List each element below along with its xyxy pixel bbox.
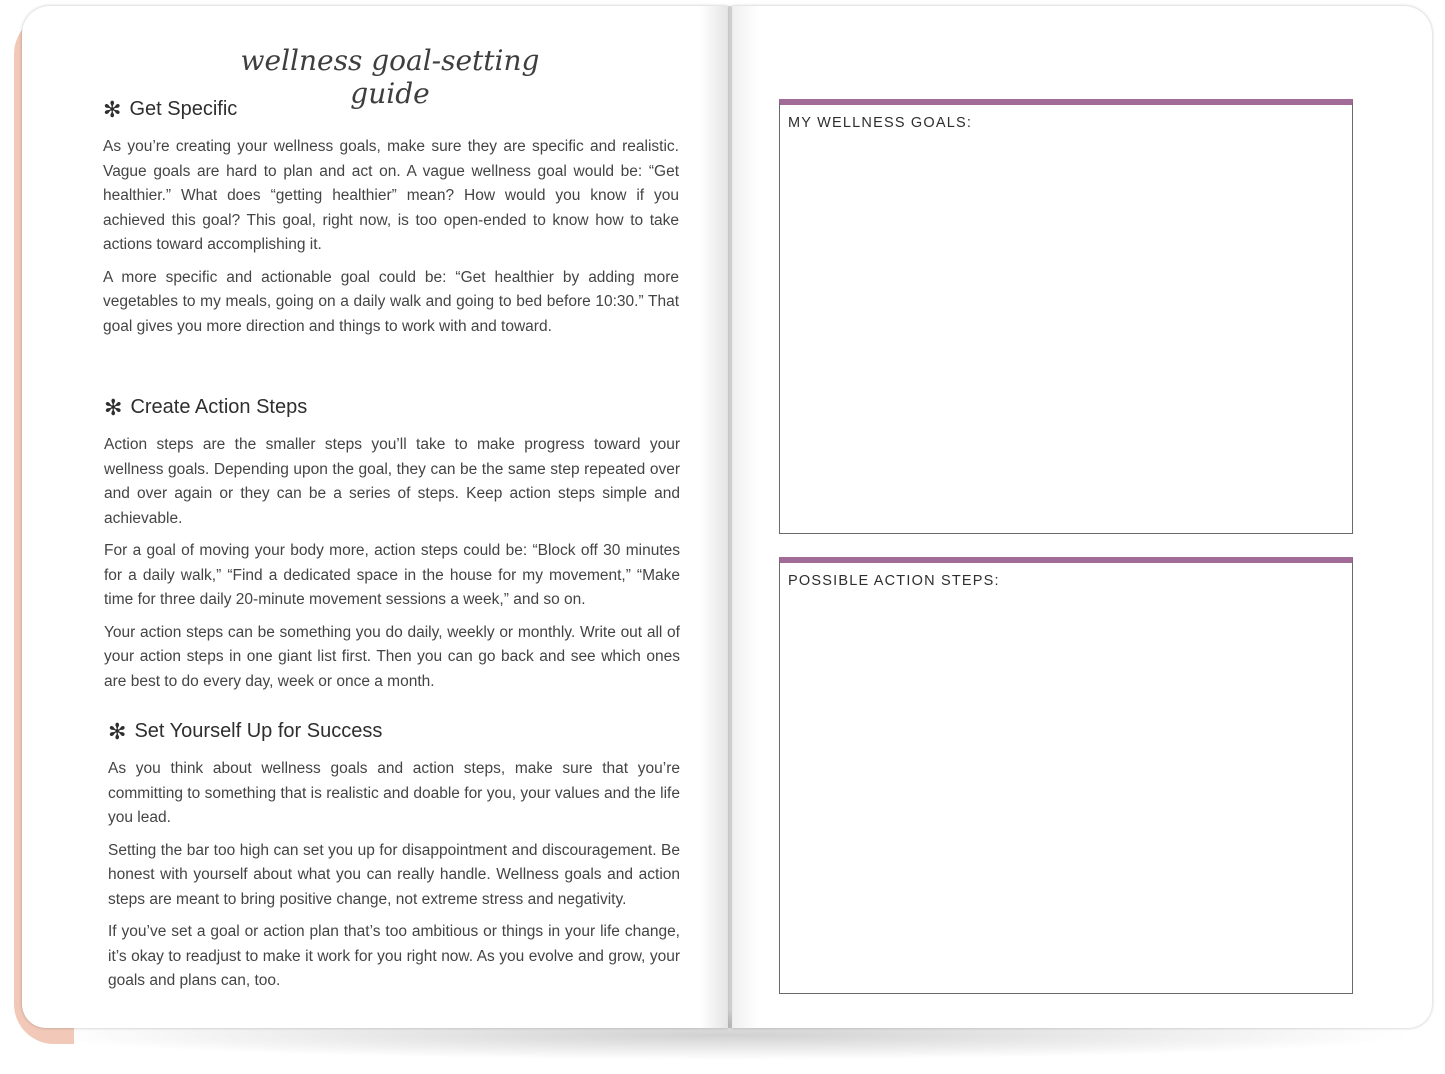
asterisk-icon: ✻ — [104, 394, 123, 420]
asterisk-icon: ✻ — [108, 718, 127, 744]
heading-text: Get Specific — [129, 98, 238, 120]
wellness-goals-label: MY WELLNESS GOALS: — [788, 115, 973, 131]
paragraph: If you’ve set a goal or action plan that’s too ambitious or things in your life change, it’s okay to readjust to make it work for you right now. As you evolve and grow, your goals and plans can, too. — [108, 923, 680, 989]
section-get-specific — [103, 98, 679, 347]
paragraph: As you think about wellness goals and action steps, make sure that you’re committing to something that is realistic and doable for you, your values and the life you lead. — [108, 760, 680, 826]
paragraph: Action steps are the smaller steps you’ll take to make progress toward your wellness goals. Depending upon the goal, they can be the same step repeated over and over again or they can be a series of steps. Keep action steps simple and achievable. — [104, 436, 680, 527]
paragraph: Your action steps can be something you do daily, weekly or monthly. Write out all of your action steps in one giant list first. Then you can go back and see which ones are best to do every day, week or once a month. — [104, 623, 680, 690]
action-steps-box[interactable] — [779, 557, 1353, 994]
heading-text: Create Action Steps — [130, 396, 308, 418]
section-heading — [108, 720, 680, 743]
action-steps-label: POSSIBLE ACTION STEPS: — [788, 573, 1000, 589]
guide-title: wellness goal-setting guide — [240, 44, 540, 110]
paragraph: For a goal of moving your body more, action steps could be: “Block off 30 minutes for a daily walk,” “Find a dedicated space in the house for my movement,” “Make time for three daily 20-minute movement sessions a week,” and so on. — [104, 542, 680, 608]
section-set-yourself-up — [108, 720, 680, 1002]
asterisk-icon: ✻ — [103, 96, 122, 122]
section-heading — [104, 396, 680, 419]
paragraph: A more specific and actionable goal could be: “Get healthier by adding more vegetables to my meals, going on a daily walk and going to bed before 10:30.” That goal gives you more direction and things to work with and toward. — [103, 268, 679, 335]
paragraph: Setting the bar too high can set you up for disappointment and discouragement. Be honest with yourself about what you can really handle. Wellness goals and action steps are meant to bring positive change, not extreme stress and negativity. — [108, 841, 680, 908]
heading-text: Set Yourself Up for Success — [134, 720, 383, 742]
paragraph: As you’re creating your wellness goals, make sure they are specific and realistic. Vague goals are hard to plan and act on. A vague wellness goal would be: “Get healthier.” What does “getting healthier” mean? How would you know if you achieved this goal? This goal, right now, is too open-ended to know how to take actions toward accomplishing it. — [103, 138, 679, 253]
section-heading — [103, 98, 679, 121]
section-create-action-steps — [104, 396, 680, 702]
wellness-goals-box[interactable] — [779, 99, 1353, 534]
